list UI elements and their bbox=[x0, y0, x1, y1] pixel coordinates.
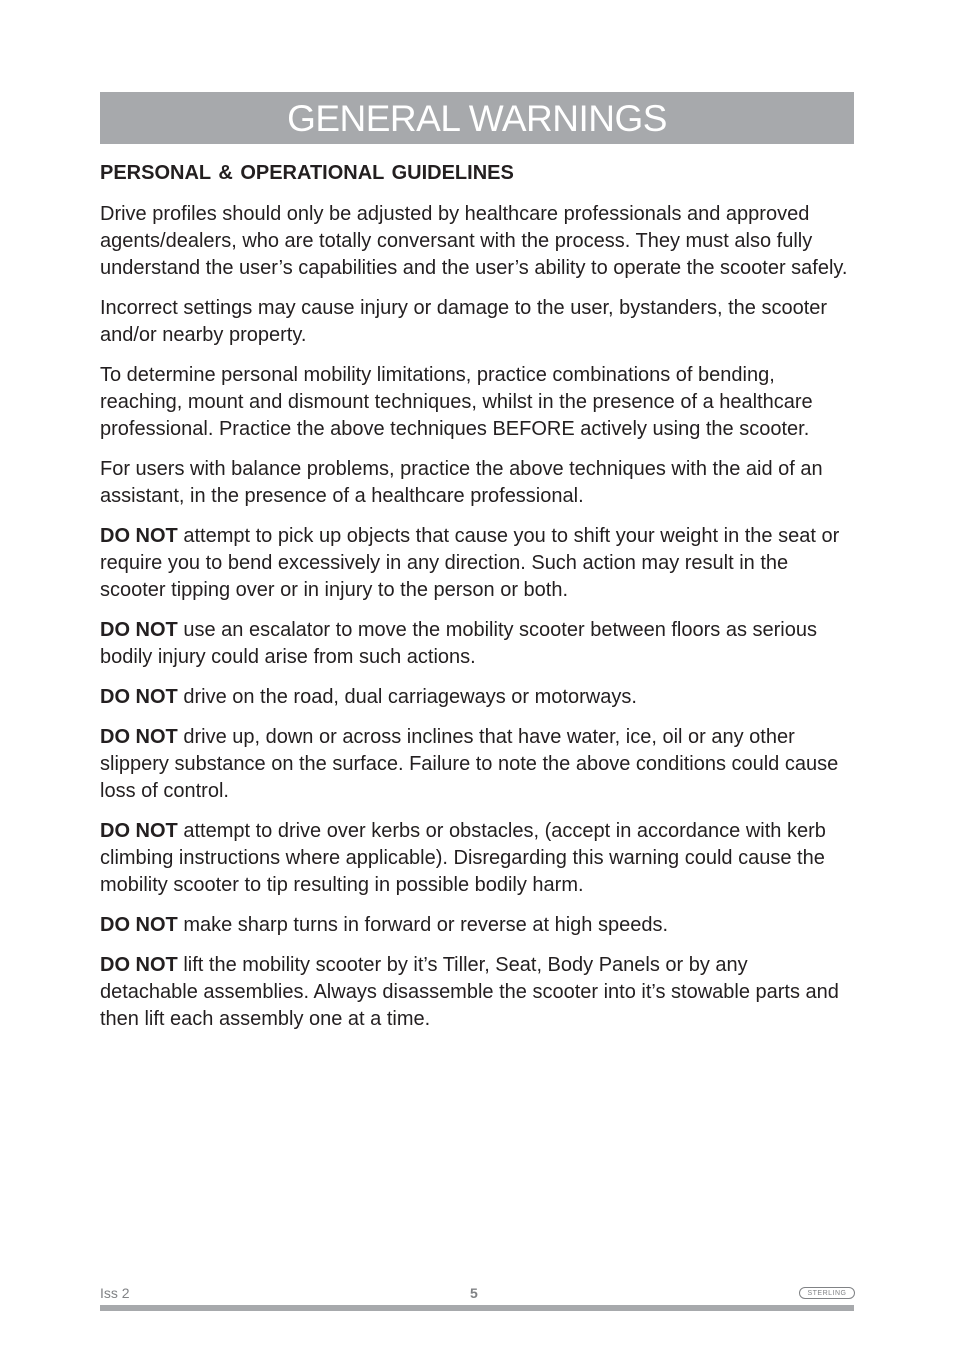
page-number: 5 bbox=[470, 1285, 478, 1301]
warning-lifting: DO NOT lift the mobility scooter by it’s Tiller, Seat, Body Panels or by any detachable assemblies. Always disassemble the scooter into it’s stowable parts and then lift each assembly one at a time. bbox=[100, 954, 839, 1030]
paragraph-mobility-limitations: To determine personal mobility limitations, practice combinations of bending, reaching, mount and dismount techniques, whilst in the presence of a healthcare professional. Practice the above techniques BEFORE actively using the scooter. bbox=[100, 364, 813, 440]
warning-lead: DO NOT bbox=[100, 726, 178, 748]
paragraph-balance-problems: For users with balance problems, practice the above techniques with the aid of an assistant, in the presence of a healthcare professional. bbox=[100, 458, 823, 507]
warning-pick-up-objects: DO NOT attempt to pick up objects that cause you to shift your weight in the seat or require you to bend excessively in any direction. Such action may result in the scooter tipping over or in injury to the person or both. bbox=[100, 525, 840, 601]
footer-divider bbox=[100, 1305, 854, 1311]
title-banner bbox=[100, 92, 854, 144]
paragraph-incorrect-settings: Incorrect settings may cause injury or damage to the user, bystanders, the scooter and/or nearby property. bbox=[100, 297, 828, 346]
main-content bbox=[100, 160, 848, 1046]
warning-lead: DO NOT bbox=[100, 914, 178, 936]
warning-lead: DO NOT bbox=[100, 954, 178, 976]
warning-lead: DO NOT bbox=[100, 686, 178, 708]
section-heading: PERSONAL & OPERATIONAL GUIDELINES bbox=[100, 162, 514, 184]
warning-kerbs: DO NOT attempt to drive over kerbs or obstacles, (accept in accordance with kerb climbing instructions where applicable). Disregarding this warning could cause the mobility scooter to tip resulting in possible bodily harm. bbox=[100, 820, 826, 896]
warning-lead: DO NOT bbox=[100, 525, 178, 547]
warning-lead: DO NOT bbox=[100, 619, 178, 641]
brand-logo: STERLING bbox=[799, 1287, 855, 1299]
warning-sharp-turns: DO NOT make sharp turns in forward or reverse at high speeds. bbox=[100, 914, 669, 936]
warning-inclines: DO NOT drive up, down or across inclines that have water, ice, oil or any other slippery substance on the surface. Failure to note the above conditions could cause loss of control. bbox=[100, 726, 839, 802]
warning-road: DO NOT drive on the road, dual carriageways or motorways. bbox=[100, 686, 637, 708]
paragraph-drive-profiles: Drive profiles should only be adjusted by healthcare professionals and approved agents/dealers, who are totally conversant with the process. They must also fully understand the user’s capabilities and the user’s ability to operate the scooter safely. bbox=[100, 203, 848, 279]
issue-number: Iss 2 bbox=[100, 1285, 130, 1301]
page-title: GENERAL WARNINGS bbox=[287, 97, 667, 139]
warning-escalator: DO NOT use an escalator to move the mobility scooter between floors as serious bodily injury could arise from such actions. bbox=[100, 619, 817, 668]
warning-lead: DO NOT bbox=[100, 820, 178, 842]
